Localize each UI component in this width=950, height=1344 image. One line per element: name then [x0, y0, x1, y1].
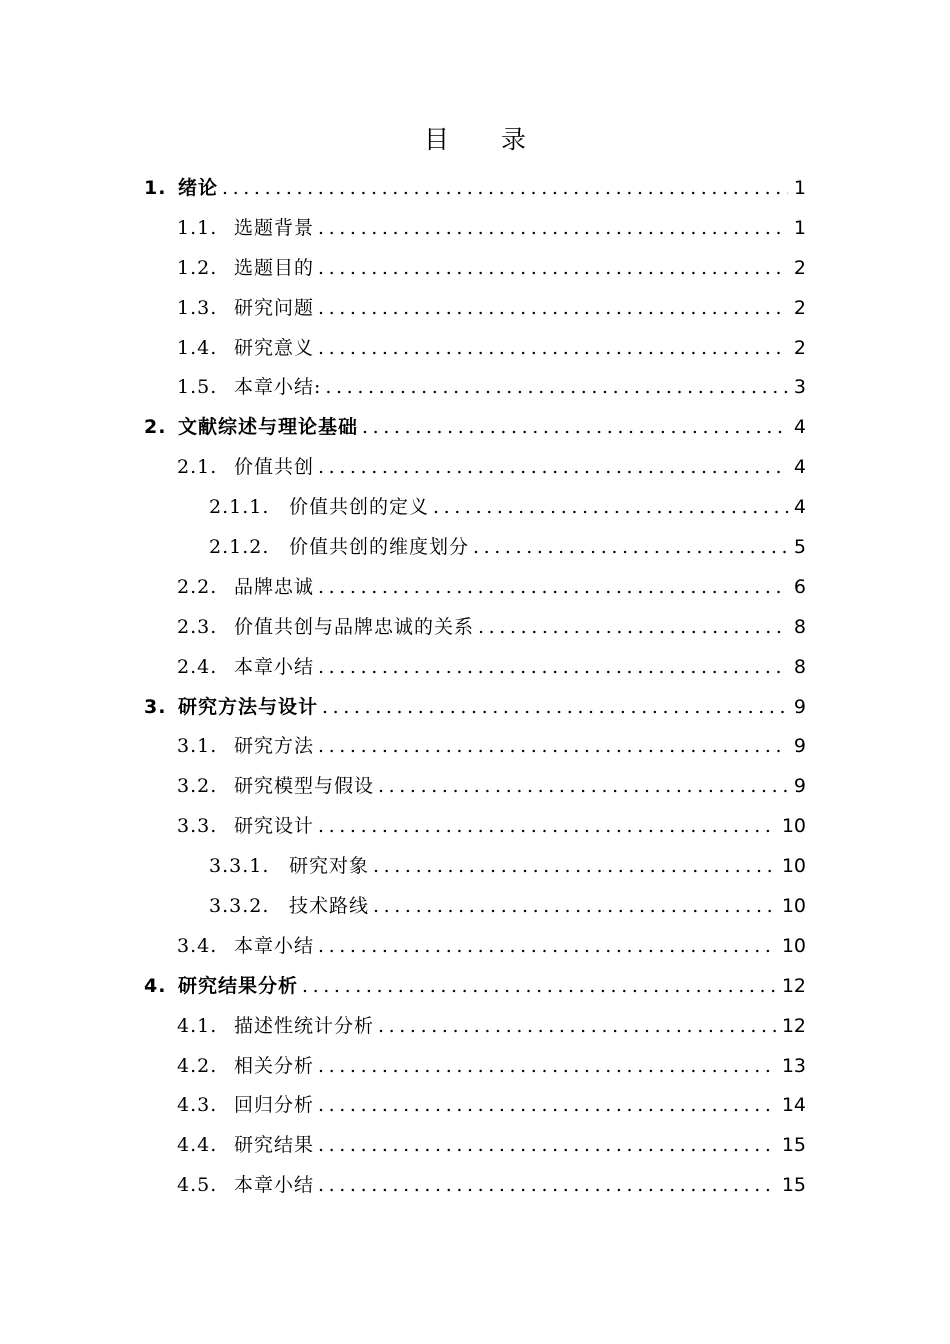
dot-leader — [373, 887, 776, 927]
toc-entry[interactable] — [0, 688, 950, 728]
toc-entry[interactable] — [0, 727, 950, 767]
page-title — [0, 118, 950, 162]
toc-entry[interactable] — [0, 807, 950, 847]
toc-entry-page-number: 10 — [781, 934, 806, 957]
toc-entry-label: 选题目的 — [234, 256, 315, 279]
toc-entry-label: 研究方法与设计 — [178, 695, 319, 718]
toc-entry[interactable] — [0, 408, 950, 448]
dot-leader — [325, 368, 788, 408]
toc-entry-page-number: 9 — [793, 695, 806, 718]
toc-entry[interactable] — [0, 1086, 950, 1126]
toc-entry-label: 相关分析 — [234, 1054, 315, 1077]
toc-entry-page-number: 1 — [793, 216, 806, 239]
toc-entry-label: 研究意义 — [234, 336, 315, 359]
toc-entry-number: 2.1. — [177, 456, 218, 479]
toc-entry[interactable] — [0, 1126, 950, 1166]
toc-entry[interactable] — [0, 1166, 950, 1206]
toc-entry[interactable] — [0, 448, 950, 488]
dot-leader — [433, 488, 788, 528]
toc-entry[interactable] — [0, 568, 950, 608]
toc-entry-label: 研究模型与假设 — [234, 775, 375, 798]
toc-entry-label: 研究结果 — [234, 1134, 315, 1157]
toc-entry[interactable] — [0, 289, 950, 329]
toc-entry-number: 4.4. — [177, 1134, 218, 1157]
toc-entry[interactable] — [0, 1007, 950, 1047]
dot-leader — [373, 847, 776, 887]
toc-entry-label: 研究对象 — [289, 855, 370, 878]
toc-entry-label: 本章小结 — [234, 1174, 315, 1197]
toc-entry-label: 选题背景 — [234, 216, 315, 239]
toc-entry-page-number: 1 — [793, 177, 806, 199]
toc-entry-number: 3.4. — [177, 934, 218, 957]
toc-entry-page-number: 2 — [793, 336, 806, 359]
toc-entry-page-number: 3 — [793, 376, 806, 399]
toc-entry[interactable] — [0, 169, 950, 209]
toc-entry-number: 1.3. — [177, 296, 218, 319]
dot-leader — [318, 727, 788, 767]
dot-leader — [473, 528, 788, 568]
toc-entry-number: 1.4. — [177, 336, 218, 359]
toc-entry-label: 品牌忠诚 — [234, 575, 315, 598]
title-char-1: 目 — [423, 125, 449, 154]
toc-entry-number: 2.1.1. — [209, 496, 270, 519]
toc-entry-page-number: 15 — [781, 1134, 806, 1157]
toc-entry-page-number: 10 — [781, 895, 806, 918]
toc-entry-page-number: 12 — [781, 1014, 806, 1037]
toc-entry-label: 研究问题 — [234, 296, 315, 319]
toc-entry-number: 3.1. — [177, 735, 218, 758]
dot-leader — [478, 608, 788, 648]
dot-leader — [318, 1047, 776, 1087]
dot-leader — [318, 329, 788, 369]
toc-entry-number: 3.3.1. — [209, 855, 270, 878]
toc-entry-page-number: 2 — [793, 256, 806, 279]
toc-entry[interactable] — [0, 329, 950, 369]
toc-entry-number: 4.1. — [177, 1014, 218, 1037]
dot-leader — [302, 967, 776, 1007]
toc-entry-number: 3.3.2. — [209, 895, 270, 918]
toc-entry-number: 1. — [144, 177, 167, 199]
toc-entry[interactable] — [0, 847, 950, 887]
toc-entry[interactable] — [0, 648, 950, 688]
toc-entry[interactable] — [0, 608, 950, 648]
toc-entry-label: 研究结果分析 — [178, 974, 299, 997]
toc-entry-number: 2.3. — [177, 615, 218, 638]
dot-leader — [318, 648, 788, 688]
toc-entry[interactable] — [0, 767, 950, 807]
toc-entry-label: 价值共创与品牌忠诚的关系 — [234, 615, 475, 638]
toc-entry-page-number: 9 — [793, 735, 806, 758]
toc-entry-page-number: 14 — [781, 1094, 806, 1117]
toc-entry-page-number: 8 — [793, 655, 806, 678]
toc-entry[interactable] — [0, 927, 950, 967]
dot-leader — [378, 1007, 776, 1047]
toc-entry[interactable] — [0, 209, 950, 249]
dot-leader — [362, 408, 788, 448]
toc-entry-number: 4.2. — [177, 1054, 218, 1077]
toc-entry-number: 3. — [144, 695, 167, 718]
toc-entry-page-number: 12 — [781, 974, 806, 997]
toc-entry-label: 本章小结 — [234, 934, 315, 957]
toc-entry-number: 4.5. — [177, 1174, 218, 1197]
toc-entry-page-number: 6 — [793, 575, 806, 598]
toc-entry-number: 1.2. — [177, 256, 218, 279]
dot-leader — [318, 448, 788, 488]
toc-entry-page-number: 10 — [781, 855, 806, 878]
toc-entry-label: 价值共创 — [234, 456, 315, 479]
toc-entry-label: 文献综述与理论基础 — [178, 416, 359, 439]
toc-entry-page-number: 4 — [793, 456, 806, 479]
toc-entry-label: 研究设计 — [234, 815, 315, 838]
dot-leader — [318, 568, 788, 608]
toc-entry-number: 2.2. — [177, 575, 218, 598]
toc-entry-page-number: 10 — [781, 815, 806, 838]
toc-entry-label: 绪论 — [178, 177, 219, 199]
dot-leader — [318, 927, 776, 967]
toc-entry-page-number: 9 — [793, 775, 806, 798]
dot-leader — [322, 688, 788, 728]
dot-leader — [222, 169, 788, 209]
toc-entry-number: 2. — [144, 416, 167, 439]
toc-entry[interactable] — [0, 249, 950, 289]
toc-entry-label: 本章小结: — [234, 376, 322, 399]
toc-entry[interactable] — [0, 967, 950, 1007]
toc-entry-number: 1.1. — [177, 216, 218, 239]
toc-entry-label: 技术路线 — [289, 895, 370, 918]
title-char-2: 录 — [501, 125, 527, 154]
toc-entry-number: 4.3. — [177, 1094, 218, 1117]
toc-entry-number: 4. — [144, 974, 167, 997]
toc-entry-label: 本章小结 — [234, 655, 315, 678]
dot-leader — [318, 1166, 776, 1206]
toc-entry-page-number: 4 — [793, 496, 806, 519]
toc-entry-page-number: 2 — [793, 296, 806, 319]
table-of-contents — [0, 169, 950, 1206]
toc-entry-page-number: 4 — [793, 416, 806, 439]
toc-entry[interactable] — [0, 887, 950, 927]
toc-entry-number: 2.1.2. — [209, 536, 270, 559]
dot-leader — [318, 1086, 776, 1126]
toc-entry[interactable] — [0, 368, 950, 408]
toc-entry-page-number: 15 — [781, 1174, 806, 1197]
toc-entry[interactable] — [0, 1047, 950, 1087]
toc-entry-label: 价值共创的定义 — [289, 496, 430, 519]
toc-entry-page-number: 5 — [793, 536, 806, 559]
toc-entry-label: 描述性统计分析 — [234, 1014, 375, 1037]
dot-leader — [318, 209, 788, 249]
toc-entry-number: 1.5. — [177, 376, 218, 399]
toc-entry[interactable] — [0, 528, 950, 568]
toc-entry-label: 研究方法 — [234, 735, 315, 758]
toc-entry-number: 2.4. — [177, 655, 218, 678]
toc-entry-page-number: 8 — [793, 615, 806, 638]
toc-entry-number: 3.3. — [177, 815, 218, 838]
toc-entry-label: 回归分析 — [234, 1094, 315, 1117]
dot-leader — [318, 289, 788, 329]
toc-entry-number: 3.2. — [177, 775, 218, 798]
toc-entry[interactable] — [0, 488, 950, 528]
dot-leader — [318, 249, 788, 289]
dot-leader — [318, 807, 776, 847]
toc-entry-label: 价值共创的维度划分 — [289, 536, 470, 559]
dot-leader — [318, 1126, 776, 1166]
toc-entry-page-number: 13 — [781, 1054, 806, 1077]
dot-leader — [378, 767, 788, 807]
